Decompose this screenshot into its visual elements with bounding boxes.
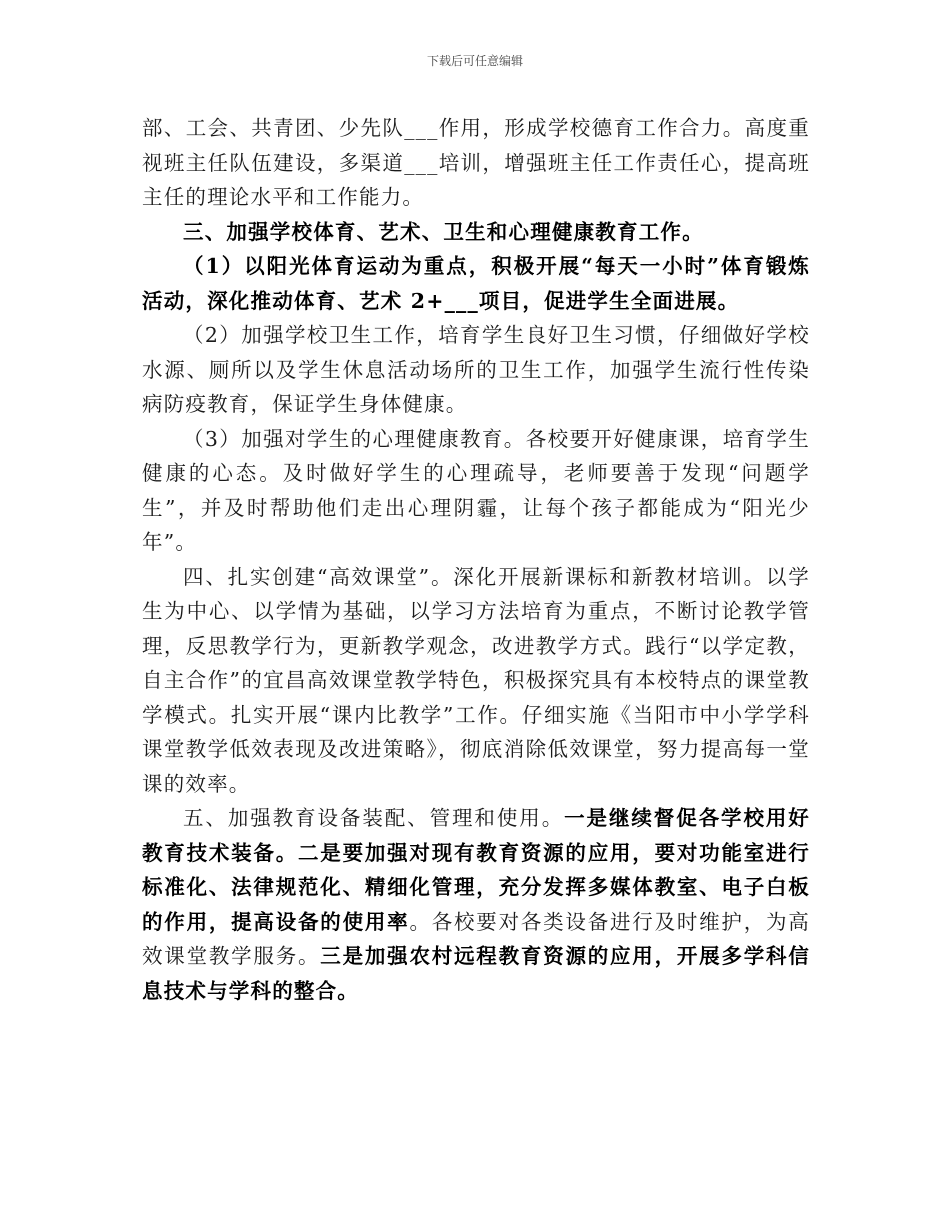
- document-body: [142, 111, 810, 1008]
- paragraph-hygiene: （2）加强学校卫生工作，培育学生良好卫生习惯，仔细做好学校水源、厕所以及学生休息活动场所的卫生工作，加强学生流行性传染病防疫教育，保证学生身体健康。: [142, 323, 810, 416]
- section-heading-three: 三、加强学校体育、艺术、卫生和心理健康教育工作。: [183, 219, 704, 244]
- paragraph-equipment: [142, 801, 810, 1008]
- paragraph-sports: （1）以阳光体育运动为重点，积极开展“每天一小时”体育锻炼活动，深化推动体育、艺术 2+___项目，促进学生全面进展。: [142, 254, 810, 313]
- paragraph-efficient-classroom: 四、扎实创建“高效课堂”。深化开展新课标和新教材培训。以学生为中心、以学情为基础，以学习方法培育为重点，不断讨论教学管理，反思教学行为，更新教学观念，改进教学方式。践行“以学定教，自主合作”的宜昌高效课堂教学特色，积极探究具有本校特点的课堂教学模式。扎实开展“课内比教学”工作。仔细实施《当阳市中小学学科课堂教学低效表现及改进策略》，彻底消除低效课堂，努力提高每一堂课的效率。: [142, 564, 810, 796]
- page-header: 下载后可任意编辑: [426, 54, 523, 68]
- equipment-heading: 五、加强教育设备装配、管理和使用。: [183, 806, 565, 830]
- equipment-maintenance: 。各校要对各类设备进行及时维护，为高效课堂教学服务。: [142, 909, 810, 968]
- equipment-remote-education: 三是加强农村远程教育资源的应用，开展多学科信息技术与学科的整合。: [142, 944, 810, 1003]
- paragraph-continuation: 部、工会、共青团、少先队___作用，形成学校德育工作合力。高度重视班主任队伍建设，多渠道___培训，增强班主任工作责任心，提高班主任的理论水平和工作能力。: [142, 116, 810, 209]
- equipment-bold-points: 一是继续督促各学校用好教育技术装备。二是要加强对现有教育资源的应用，要对功能室进行标准化、法律规范化、精细化管理，充分发挥多媒体教室、电子白板的作用，提高设备的使用率: [142, 806, 810, 934]
- paragraph-mental-health: （3）加强对学生的心理健康教育。各校要开好健康课，培育学生健康的心态。及时做好学生的心理疏导，老师要善于发现“问题学生”，并及时帮助他们走出心理阴霾，让每个孩子都能成为“阳光少年”。: [142, 426, 810, 554]
